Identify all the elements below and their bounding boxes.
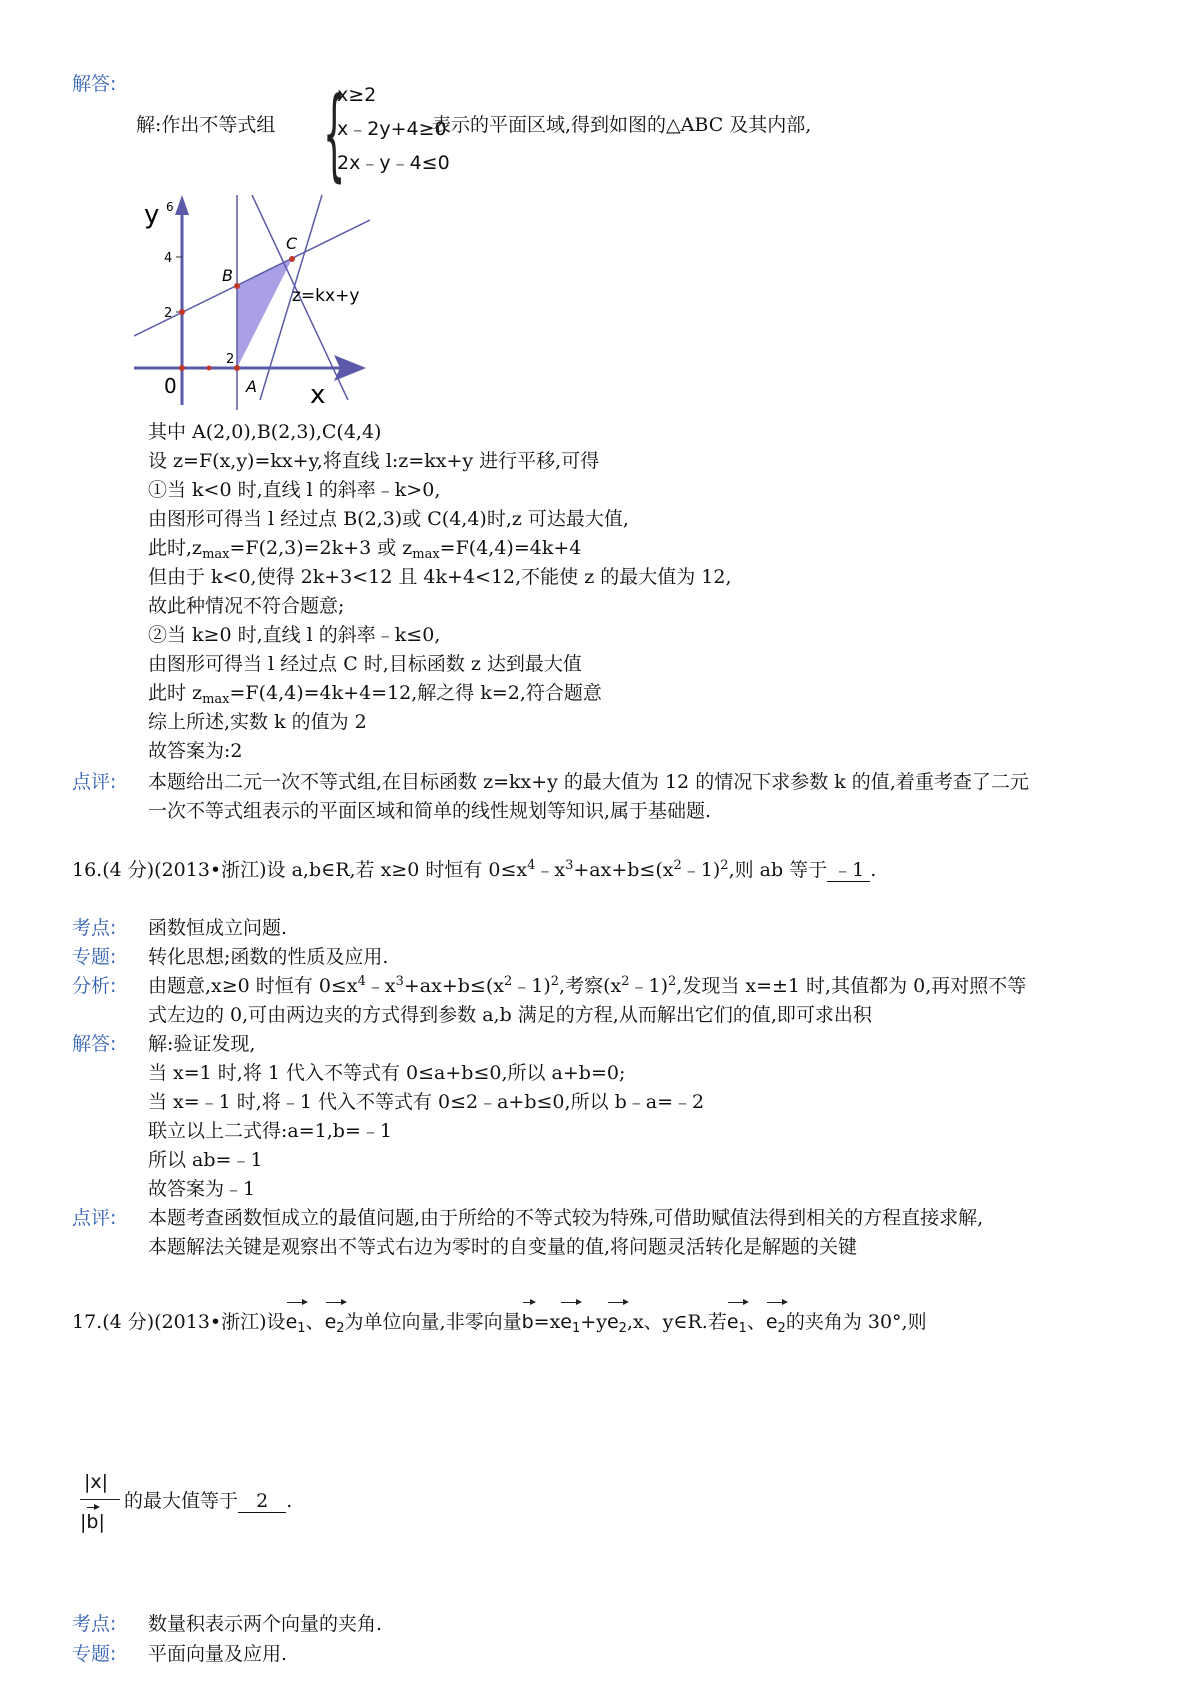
point-c-label: C xyxy=(286,234,298,253)
label-topic: 专题: xyxy=(72,946,117,968)
vector-e2: $e_2$ xyxy=(766,1300,786,1338)
q17-stem: 17.(4 分)(2013•浙江)设$e_1$、$e_2$为单位向量,非零向量$b=xe_1+ye_2,x$、y∈R.若$e_1$、$e_2$的夹角为 30°,则 xyxy=(72,1300,927,1338)
q16-answer-blank: ﹣1 xyxy=(827,859,870,882)
origin-label: 0 xyxy=(164,374,177,398)
text-line-2: 设 z=F(x,y)=kx+y,将直线 l:z=kx+y 进行平移,可得 xyxy=(148,450,600,472)
q16-analysis-2: 式左边的 0,可由两边夹的方式得到参数 a,b 满足的方程,从而解出它们的值,即可求出积 xyxy=(148,1004,872,1026)
text-line-12: 故答案为:2 xyxy=(148,740,243,762)
y-tick-2: 2 xyxy=(164,306,173,321)
q16-answer-line-5: 所以 ab=﹣1 xyxy=(148,1149,263,1171)
text-line-8: ②当 k≥0 时,直线 l 的斜率﹣k≤0, xyxy=(148,624,441,646)
fraction-numerator: |x| xyxy=(84,1471,109,1493)
q16-comment-1: 本题考查函数恒成立的最值问题,由于所给的不等式较为特殊,可借助赋值法得到相关的方程直接求解, xyxy=(148,1207,984,1229)
q16-answer-line-3: 当 x=﹣1 时,将﹣1 代入不等式有 0≤2﹣a+b≤0,所以 b﹣a=﹣2 xyxy=(148,1091,705,1113)
vector-e1: $e_1$ xyxy=(727,1300,747,1338)
vector-b: b xyxy=(86,1505,98,1533)
q16-answer-line-2: 当 x=1 时,将 1 代入不等式有 0≤a+b≤0,所以 a+b=0; xyxy=(148,1062,626,1084)
y-axis-label: y xyxy=(144,200,160,230)
fraction-bar xyxy=(80,1499,120,1500)
y-tick-4: 4 xyxy=(164,251,173,266)
inequality-1: x≥2 xyxy=(337,84,377,106)
text-line-10: 此时 $z_{max}=F(4,4)=4k+4=12$,解之得 k=2,符合题意 xyxy=(148,682,602,707)
q17-answer-blank: 2 xyxy=(238,1490,286,1513)
inequality-2: x﹣2y+4≥0 xyxy=(337,118,447,140)
label-comment-16: 点评: xyxy=(72,1207,117,1229)
comment-line-1: 本题给出二元一次不等式组,在目标函数 z=kx+y 的最大值为 12 的情况下求参数 k 的值,着重考查了二元 xyxy=(148,771,1029,793)
q16-answer-line-1: 解:验证发现, xyxy=(148,1033,256,1055)
x-axis-label: x xyxy=(310,380,326,410)
line-label: z=kx+y xyxy=(292,286,360,306)
q16-analysis-1: 由题意,x≥0 时恒有 $0\le x^4﹣x^3+ax+b\le(x^2﹣1)^2$,考察$(x^2﹣1)^2$,发现当 x=±1 时,其值都为 0,再对照不等 xyxy=(148,974,1027,997)
fraction-x-over-b xyxy=(80,1471,122,1535)
text-line-4: 由图形可得当 l 经过点 B(2,3)或 C(4,4)时,z 可达最大值, xyxy=(148,508,629,530)
x-tick-2: 2 xyxy=(226,352,235,367)
label-point-17: 考点: xyxy=(72,1613,117,1635)
text-line-3: ①当 k<0 时,直线 l 的斜率﹣k>0, xyxy=(148,479,441,501)
vector-e1: $e_1$ xyxy=(560,1300,580,1338)
solution-intro: 解:作出不等式组 xyxy=(136,114,276,136)
vector-b: b xyxy=(522,1300,534,1338)
text-line-11: 综上所述,实数 k 的值为 2 xyxy=(148,711,367,733)
comment-line-2: 一次不等式组表示的平面区域和简单的线性规划等知识,属于基础题. xyxy=(148,800,712,822)
label-analysis: 分析: xyxy=(72,975,117,997)
q16-answer-line-4: 联立以上二式得:a=1,b=﹣1 xyxy=(148,1120,392,1142)
solution-intro-post: 表示的平面区域,得到如图的△ABC 及其内部, xyxy=(432,114,812,136)
q17-line-2: 的最大值等于 2 . xyxy=(124,1490,293,1512)
q16-stem: 16.(4 分)(2013•浙江)设 a,b∈R,若 x≥0 时恒有 $0\le x^4﹣x^3+ax+b\le(x^2﹣1)^2$,则 ab 等于 ﹣1 . xyxy=(72,858,877,881)
q16-comment-2: 本题解法关键是观察出不等式右边为零时的自变量的值,将问题灵活转化是解题的关键 xyxy=(148,1236,858,1258)
brace-icon: { xyxy=(323,75,346,192)
inequality-system xyxy=(323,75,453,192)
inequality-3: 2x﹣y﹣4≤0 xyxy=(337,152,450,174)
text-line-6: 但由于 k<0,使得 2k+3<12 且 4k+4<12,不能使 z 的最大值为 12, xyxy=(148,566,732,588)
q17-point: 数量积表示两个向量的夹角. xyxy=(148,1613,383,1635)
text-line-1: 其中 A(2,0),B(2,3),C(4,4) xyxy=(148,421,382,443)
label-comment: 点评: xyxy=(72,771,117,793)
point-a-label: A xyxy=(246,377,257,396)
q16-topic: 转化思想;函数的性质及应用. xyxy=(148,946,389,968)
text-line-5: 此时$,z_{max}=F(2,3)=2k+3$ 或 $z_{max}=F(4,4)=4k+4$ xyxy=(148,537,582,562)
vector-e2: $e_2$ xyxy=(607,1300,627,1338)
text-line-9: 由图形可得当 l 经过点 C 时,目标函数 z 达到最大值 xyxy=(148,653,582,675)
q17-topic: 平面向量及应用. xyxy=(148,1643,288,1665)
y-tick-6: 6 xyxy=(166,200,174,214)
q16-point: 函数恒成立问题. xyxy=(148,917,288,939)
label-topic-17: 专题: xyxy=(72,1643,117,1665)
text-line-7: 故此种情况不符合题意; xyxy=(148,595,345,617)
feasible-region xyxy=(237,259,292,368)
label-point: 考点: xyxy=(72,917,117,939)
region-figure xyxy=(134,195,370,410)
fraction-denominator: |b| xyxy=(80,1505,105,1533)
q16-answer-line-6: 故答案为﹣1 xyxy=(148,1178,256,1200)
label-answer: 解答: xyxy=(72,73,117,95)
vector-e1: $e_1$ xyxy=(286,1300,306,1338)
label-answer-16: 解答: xyxy=(72,1033,117,1055)
point-b-label: B xyxy=(222,266,233,285)
vector-e2: $e_2$ xyxy=(325,1300,345,1338)
